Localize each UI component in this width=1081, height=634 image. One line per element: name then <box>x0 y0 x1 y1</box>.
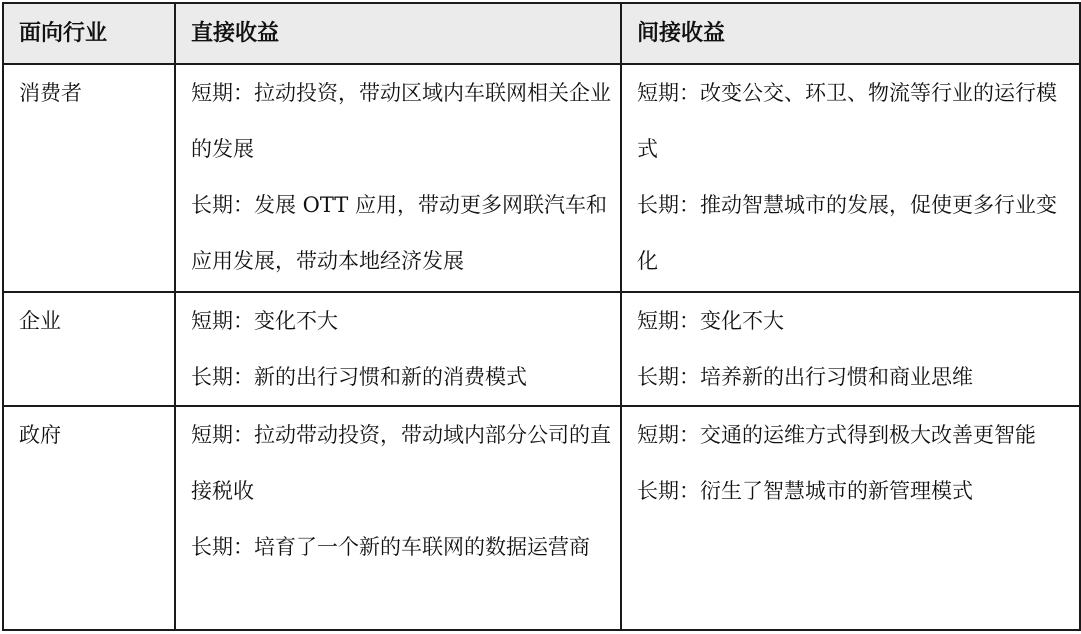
short-term-text: 短期：变化不大 <box>637 309 784 333</box>
long-term-text: 长期：发展 OTT 应用，带动更多网联汽车和应用发展，带动本地经济发展 <box>191 193 607 273</box>
indirect-benefit-cell <box>621 292 1080 406</box>
short-term-text: 短期：变化不大 <box>191 309 338 333</box>
benefits-table <box>2 2 1081 631</box>
industry-cell: 政府 <box>3 406 175 630</box>
short-term-text: 短期：拉动投资，带动区域内车联网相关企业的发展 <box>191 81 611 161</box>
direct-benefit-cell <box>175 292 621 406</box>
table-row <box>3 292 1080 406</box>
direct-benefit-cell <box>175 406 621 630</box>
header-industry: 面向行业 <box>3 3 175 64</box>
industry-cell: 消费者 <box>3 64 175 292</box>
table-row <box>3 406 1080 630</box>
direct-benefit-cell <box>175 64 621 292</box>
short-term-text: 短期：改变公交、环卫、物流等行业的运行模式 <box>637 81 1057 161</box>
table-row <box>3 64 1080 292</box>
long-term-text: 长期：培育了一个新的车联网的数据运营商 <box>191 535 590 559</box>
header-direct-benefit: 直接收益 <box>175 3 621 64</box>
indirect-benefit-cell <box>621 406 1080 630</box>
long-term-text: 长期：新的出行习惯和新的消费模式 <box>191 365 527 389</box>
short-term-text: 短期：交通的运维方式得到极大改善更智能 <box>637 423 1036 447</box>
short-term-text: 短期：拉动带动投资，带动域内部分公司的直接税收 <box>191 423 611 503</box>
indirect-benefit-cell <box>621 64 1080 292</box>
table-header-row <box>3 3 1080 64</box>
header-indirect-benefit: 间接收益 <box>621 3 1080 64</box>
long-term-text: 长期：推动智慧城市的发展，促使更多行业变化 <box>637 193 1057 273</box>
industry-cell: 企业 <box>3 292 175 406</box>
long-term-text: 长期：培养新的出行习惯和商业思维 <box>637 365 973 389</box>
long-term-text: 长期：衍生了智慧城市的新管理模式 <box>637 479 973 503</box>
